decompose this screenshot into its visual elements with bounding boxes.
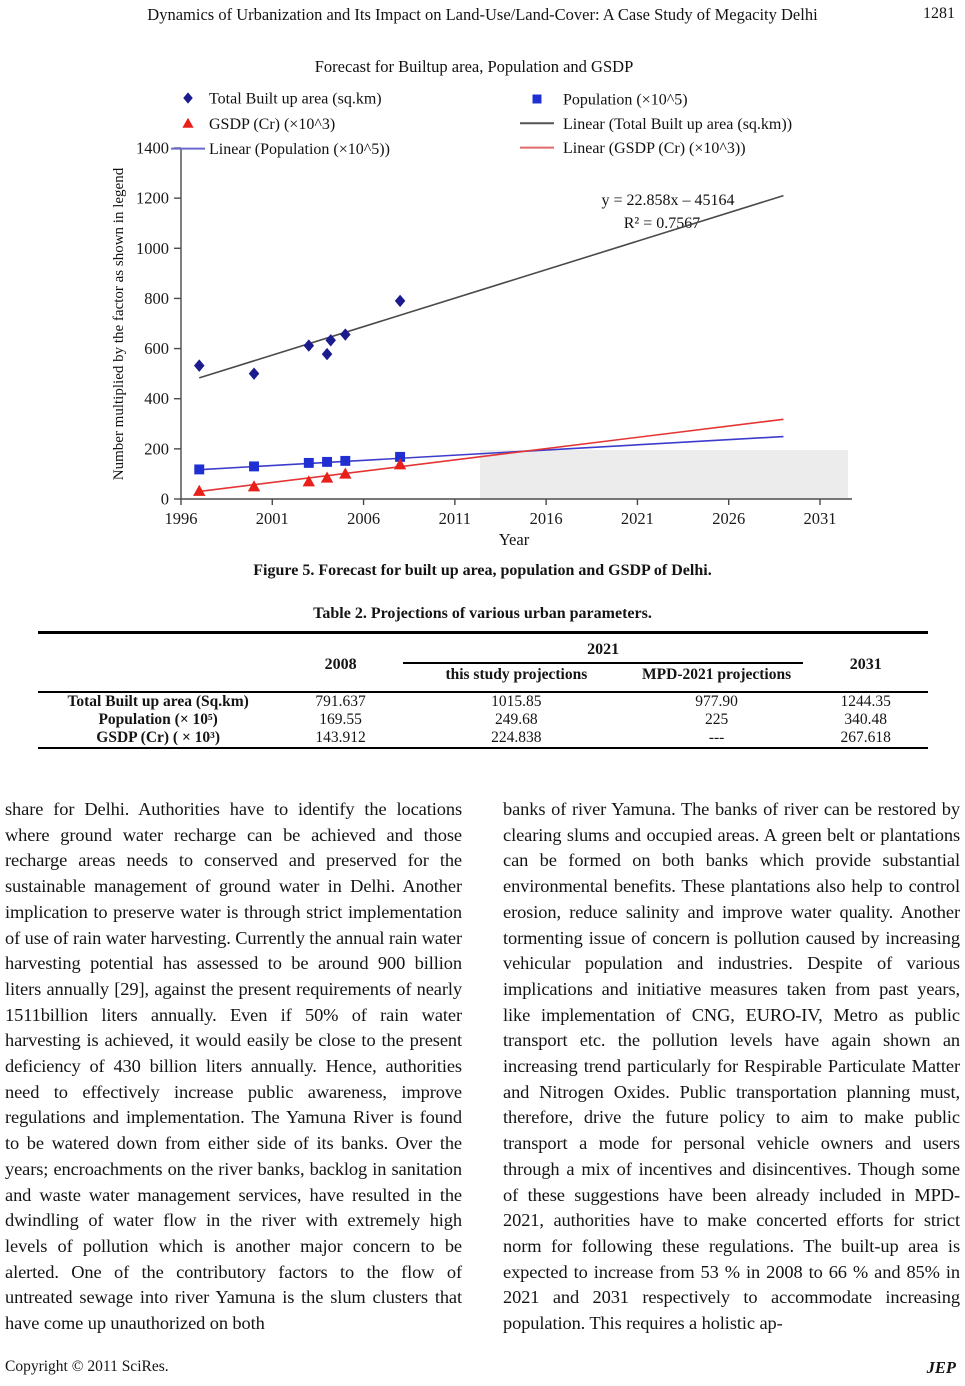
value-cell: 169.55	[319, 711, 362, 728]
y-tick-label: 600	[144, 339, 169, 359]
scan-artifact-band	[480, 450, 848, 498]
diamond-marker	[194, 359, 205, 371]
chart-legend	[171, 91, 792, 159]
y-tick-label: 0	[160, 489, 169, 509]
x-tick-label: 2001	[255, 509, 289, 528]
y-tick-label: 800	[144, 288, 169, 308]
square-marker	[249, 461, 259, 471]
trend-line	[199, 196, 783, 378]
y-tick-label: 1200	[136, 188, 169, 208]
trend-lines	[199, 196, 783, 492]
legend-label: Linear (GSDP (Cr) (×10^3))	[563, 140, 746, 158]
square-marker	[194, 464, 204, 474]
square-marker	[340, 456, 350, 466]
table-row	[38, 692, 928, 711]
value-cell: 791.637	[315, 693, 366, 710]
figure-caption: Figure 5. Forecast for built up area, population and GSDP of Delhi.	[253, 562, 712, 579]
value-cell: 224.838	[491, 729, 542, 746]
legend-label: GSDP (Cr) (×10^3)	[209, 115, 336, 133]
table-row	[38, 711, 928, 729]
header-title: Dynamics of Urbanization and Its Impact on Land-Use/Land-Cover: A Case Study of Megacity Delhi	[147, 5, 818, 24]
y-tick-label: 400	[144, 389, 169, 409]
value-cell: 340.48	[844, 711, 887, 728]
legend-label: Total Built up area (sq.km)	[209, 90, 382, 108]
series-diamond	[194, 295, 405, 380]
chart-title: Forecast for Builtup area, Population and GSDP	[314, 57, 634, 76]
forecast-chart	[110, 52, 855, 548]
page-number: 1281	[923, 5, 955, 22]
copyright-text: Copyright © 2011 SciRes.	[5, 1358, 169, 1375]
col-subheader-mpd: MPD-2021 projections	[630, 663, 804, 692]
y-tick-label: 1000	[136, 238, 169, 258]
x-tick-label: 2026	[712, 509, 746, 528]
square-marker	[533, 95, 542, 104]
diamond-marker	[249, 367, 260, 379]
x-tick-label: 2016	[529, 509, 563, 528]
triangle-marker	[182, 118, 193, 128]
table-title: Table 2. Projections of various urban parameters.	[313, 605, 652, 622]
chart-xlabel: Year	[498, 530, 530, 548]
body-left-column: share for Delhi. Authorities have to identify the locations where ground water recharge can be achieved and those recharge areas needs to conserved and preserved for the sustainable management of ground water in Delhi. Another implication to preserve water is through strict implementation of use of rain water harvesting. Currently the annual rain water harvesting potential has assessed to be around 900 billion liters annually [29], against the present requirements of nearly 1511billion liters annually. Even if 50% of rain water harvesting is achieved, it would easily be close to the present deficiency of 430 billion liters annually. Hence, authorities need to effectively increase public awareness, improve regulations and implementation. The Yamuna River is found to be watered down from either side of its banks. Over the years; encroachments on the river banks, backlog in sanitation and waste water management services, have resulted in the dwindling of water flow in the river with extremely high levels of pollution which is another major concern to be alerted. One of the contributory factors to the flow of untreated sewage into river Yamuna is the slum clusters that have come up unauthorized on both	[5, 799, 462, 1334]
square-marker	[304, 458, 314, 468]
param-cell: Total Built up area (Sq.km)	[67, 693, 249, 710]
diamond-marker	[304, 339, 315, 351]
table-corner-cell	[38, 633, 278, 693]
y-tick-label: 1400	[136, 138, 169, 158]
page-footer	[5, 1358, 956, 1378]
x-tick-label: 2006	[347, 509, 381, 528]
col-header-2008: 2008	[278, 633, 403, 693]
chart-ylabel: Number multiplied by the factor as shown in legend	[111, 167, 127, 481]
triangle-marker	[321, 471, 333, 482]
value-cell: ---	[708, 729, 725, 746]
table-row	[38, 729, 928, 748]
x-tick-label: 2021	[620, 509, 654, 528]
trend-r-squared: R² = 0.7567	[623, 215, 701, 232]
value-cell: 249.68	[495, 711, 538, 728]
journal-abbrev: JEP	[926, 1358, 956, 1377]
square-marker	[322, 457, 332, 467]
col-header-2031: 2031	[803, 633, 928, 693]
page-header	[0, 5, 965, 29]
diamond-marker	[395, 295, 406, 307]
trend-equation: y = 22.858x – 45164	[601, 192, 735, 209]
value-cell: 143.912	[315, 729, 366, 746]
value-cell: 267.618	[840, 729, 891, 746]
value-cell: 225	[704, 711, 729, 728]
projections-table	[38, 631, 928, 749]
y-tick-label: 200	[144, 439, 169, 459]
param-cell: GSDP (Cr) ( × 10³)	[96, 729, 220, 746]
diamond-marker	[183, 92, 193, 103]
diamond-marker	[322, 348, 333, 360]
body-right-column: banks of river Yamuna. The banks of river can be restored by clearing slums and occupied areas. A green belt or plantations can be formed on both banks which provide substantial environmental benefits. These plantations also help to control erosion, reduce salinity and improve water quality. Another tormenting issue of concern is pollution caused by increasing vehicular population and industries. Despite of various implications and initiative measures taken from past years, like implementation of CNG, EURO-IV, Metro as public transport etc. the pollution levels have again shown an increasing trend particularly for Respirable Particulate Matter and Nitrogen Oxides. Public transportation planning must, therefore, drive the future policy to aim to make public transport a mode for personal vehicle owners and users through a mix of incentives and disincentives. Though some of these suggestions have been already included in MPD-2021, authorities have to make concerted efforts for strict norm for following these regulations. The built-up area is expected to increase from 53 % in 2008 to 66 % and 85% in 2021 and 2031 respectively to accommodate increasing population. This requires a holistic ap-	[503, 799, 960, 1334]
x-tick-label: 2031	[803, 509, 837, 528]
x-tick-label: 1996	[164, 509, 198, 528]
col-header-2021: 2021	[403, 633, 803, 664]
legend-label: Linear (Total Built up area (sq.km))	[563, 115, 793, 133]
col-subheader-this-study: this study projections	[403, 663, 630, 692]
legend-label: Linear (Population (×10^5))	[209, 141, 390, 159]
diamond-marker	[340, 328, 351, 340]
value-cell: 977.90	[695, 693, 738, 710]
value-cell: 1015.85	[491, 693, 542, 710]
x-tick-label: 2011	[438, 509, 472, 528]
value-cell: 1244.35	[840, 693, 891, 710]
series-square	[194, 452, 405, 474]
legend-label: Population (×10^5)	[563, 91, 688, 109]
param-cell: Population (× 10⁵)	[98, 711, 218, 728]
